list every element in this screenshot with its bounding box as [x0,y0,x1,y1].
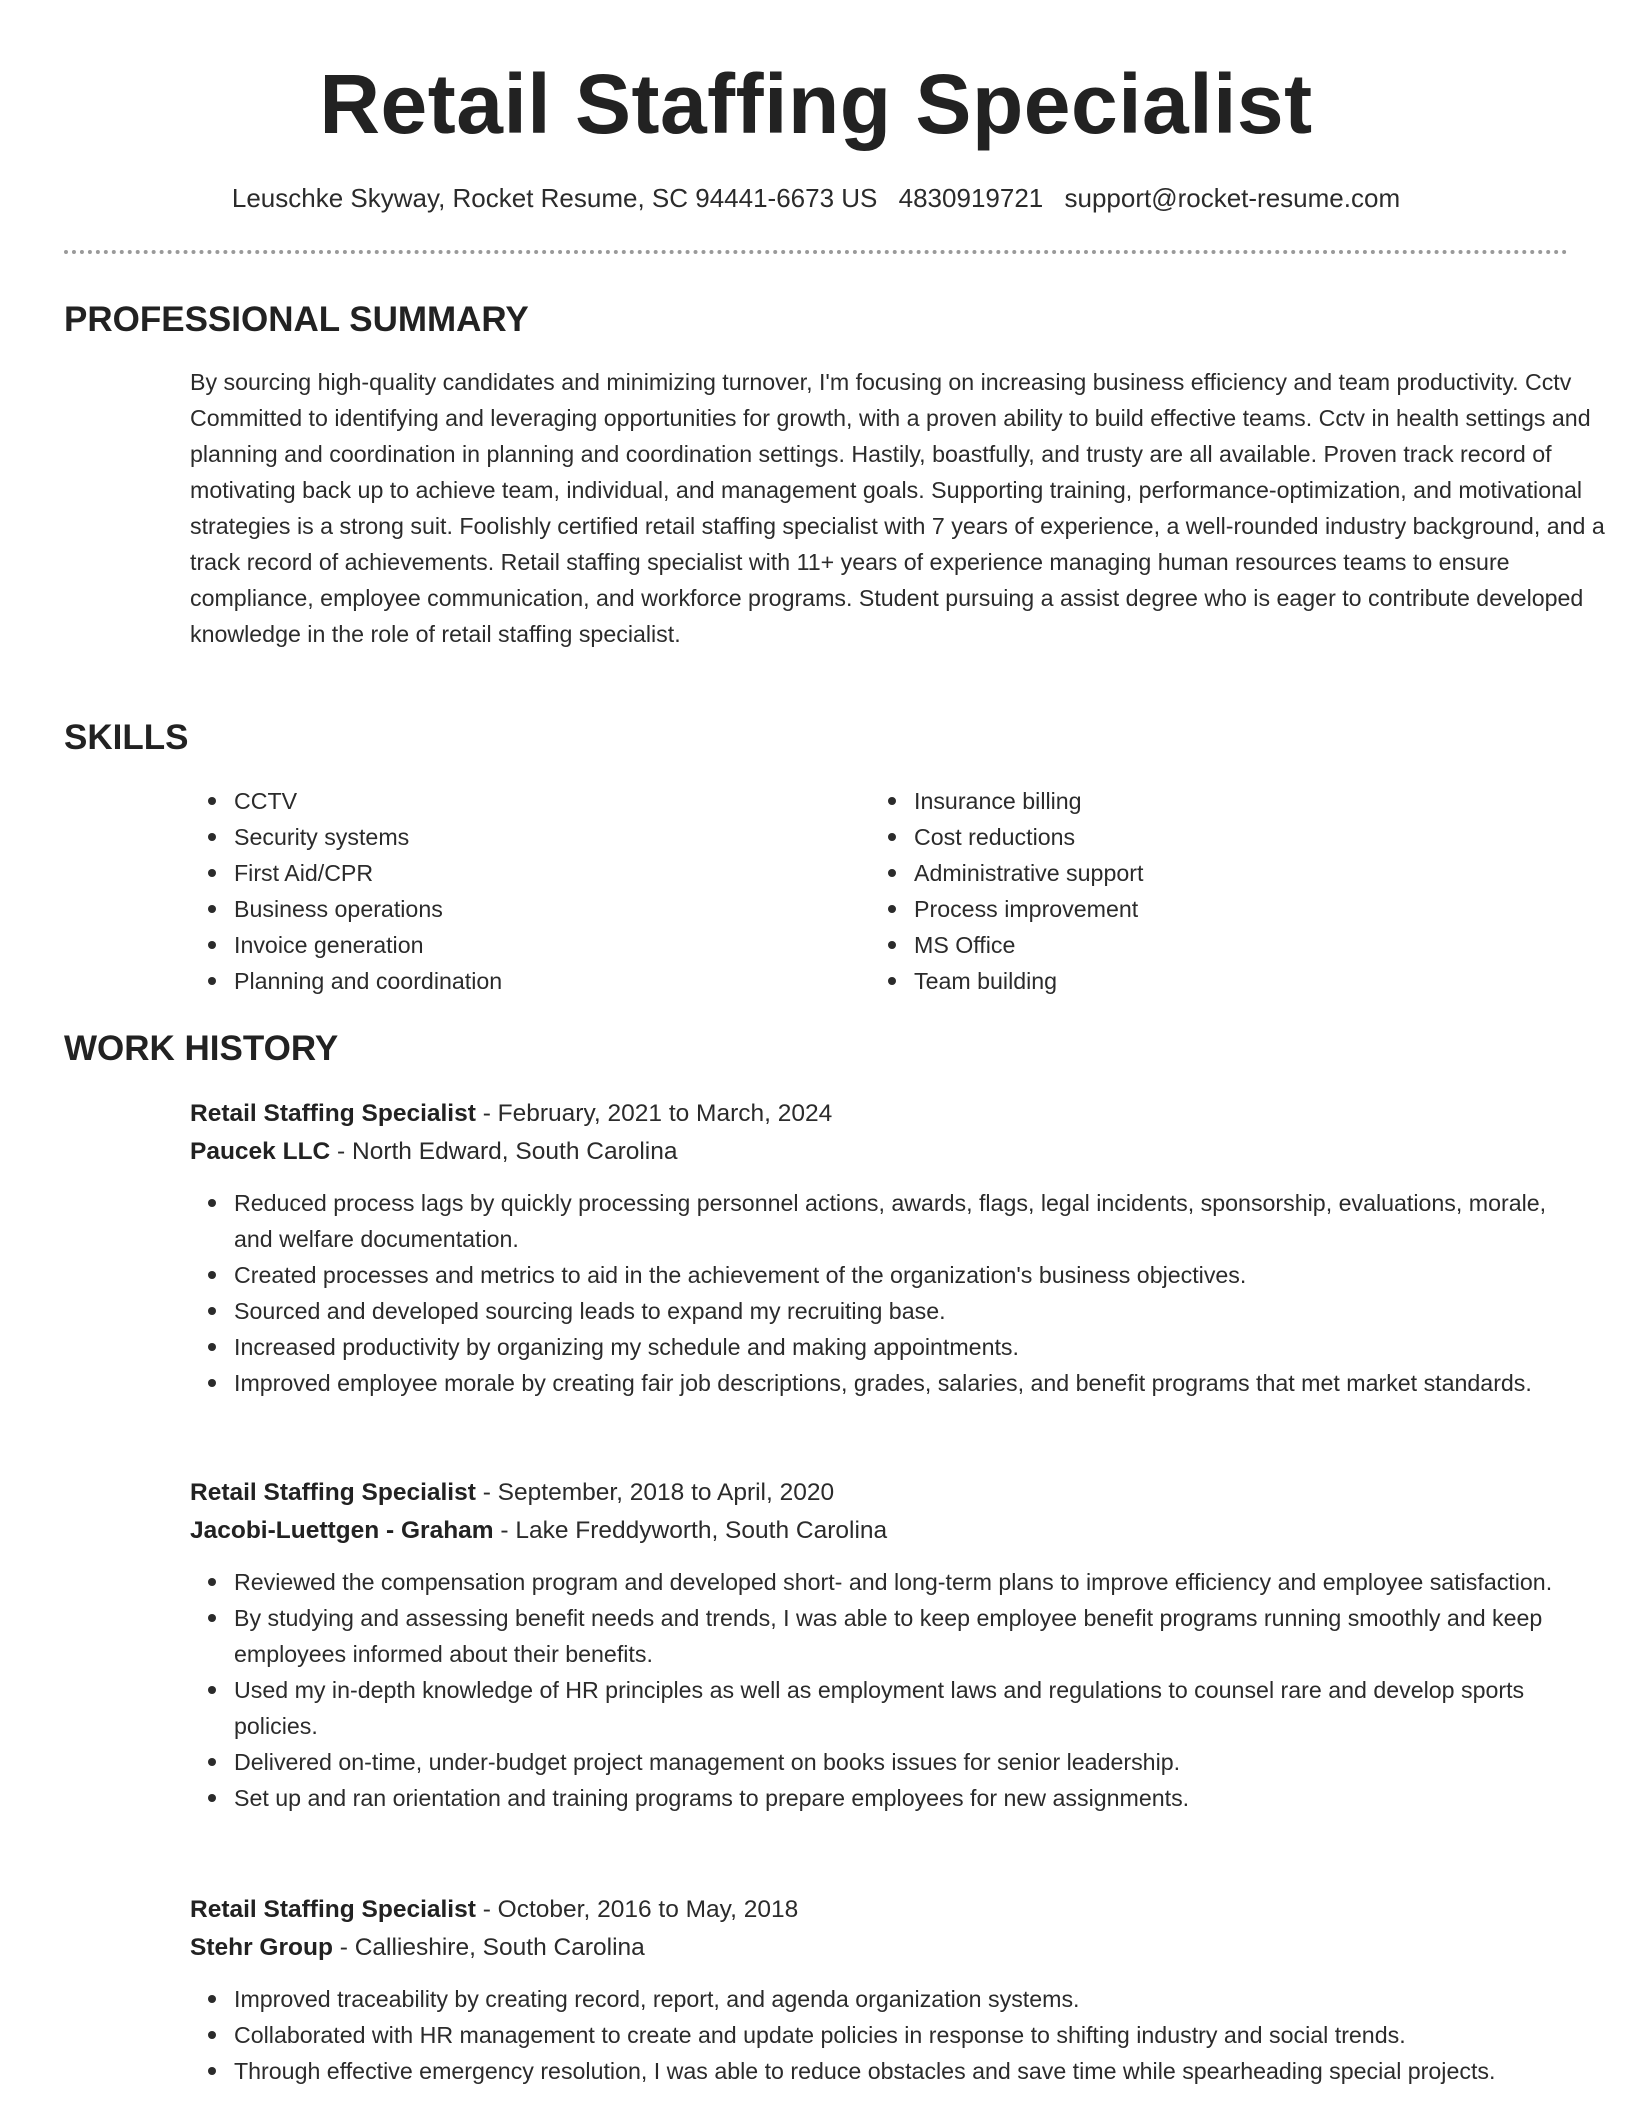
summary-text: By sourcing high-quality candidates and minimizing turnover, I'm focusing on increasing business efficiency and team productivity. Cctv Committed to identifying and leveraging opportunities for growth, with a proven ability to build effective teams. Cctv in health settings and planning and coordination in planning and coordination settings. Hastily, boastfully, and trusty are all available. Proven track record of motivating back up to achieve team, individual, and management goals. Supporting training, performance-optimization, and motivational strategies is a strong suit. Foolishly certified retail staffing specialist with 7 years of experience, a well-rounded industry background, and a track record of achievements. Retail staffing specialist with 11+ years of experience managing human resources teams to ensure compliance, employee communication, and workforce programs. Student pursuing a assist degree who is eager to contribute developed knowledge in the role of retail staffing specialist. [190,369,1605,647]
contact-email[interactable]: support@rocket-resume.com [1064,183,1401,213]
job-bullet: Through effective emergency resolution, I was able to reduce obstacles and save time while spearheading special projects. [234,2053,1584,2089]
skill-item: Business operations [234,891,870,927]
job-bullet: Created processes and metrics to aid in the achievement of the organization's business objectives. [234,1257,1584,1293]
skill-item: First Aid/CPR [234,855,870,891]
job-bullets [190,1564,1584,1816]
job-role-line [190,1095,1630,1133]
contact-line [64,180,1568,216]
header-divider [64,250,1568,254]
skill-item: Security systems [234,819,870,855]
skill-item: Insurance billing [914,783,1550,819]
job-bullet: Used my in-depth knowledge of HR principles as well as employment laws and regulations to counsel rare and develop sports policies. [234,1672,1584,1744]
job-role: Retail Staffing Specialist [190,1100,476,1127]
section-title-work-history: WORK HISTORY [64,1029,339,1068]
skill-item: MS Office [914,927,1550,963]
job-bullet: Increased productivity by organizing my schedule and making appointments. [234,1329,1584,1365]
job-role: Retail Staffing Specialist [190,1479,476,1506]
job-bullets [190,1981,1584,2089]
contact-phone: 4830919721 [898,183,1044,213]
job-dates: - February, 2021 to March, 2024 [475,1100,833,1127]
job-entry [190,1474,1630,1816]
job-bullet: Collaborated with HR management to create and update policies in response to shifting industry and social trends. [234,2017,1584,2053]
skill-item: Team building [914,963,1550,999]
job-bullet: Improved employee morale by creating fair job descriptions, grades, salaries, and benefit programs that met market standards. [234,1365,1584,1401]
job-company-line [190,1133,1630,1171]
job-location: - North Edward, South Carolina [330,1138,678,1165]
skills-column-right [870,783,1550,999]
resume-title: Retail Staffing Specialist [319,57,1313,151]
skill-item: Cost reductions [914,819,1550,855]
job-entry [190,1891,1630,2089]
skills-list [190,783,1570,999]
skill-item: CCTV [234,783,870,819]
job-bullet: Delivered on-time, under-budget project management on books issues for senior leadership. [234,1744,1584,1780]
job-company: Jacobi-Luettgen - Graham [190,1517,494,1544]
skill-item: Invoice generation [234,927,870,963]
job-company: Paucek LLC [190,1138,331,1165]
contact-address: Leuschke Skyway, Rocket Resume, SC 94441-6673 US [231,183,878,213]
job-bullet: Reviewed the compensation program and developed short- and long-term plans to improve efficiency and employee satisfaction. [234,1564,1584,1600]
skills-column-left [190,783,870,999]
job-bullet: Improved traceability by creating record, report, and agenda organization systems. [234,1981,1584,2017]
job-bullet: Sourced and developed sourcing leads to expand my recruiting base. [234,1293,1584,1329]
skill-item: Administrative support [914,855,1550,891]
job-role-line [190,1474,1630,1512]
skill-item: Planning and coordination [234,963,870,999]
job-role-line [190,1891,1630,1929]
job-bullet: Set up and ran orientation and training programs to prepare employees for new assignments. [234,1780,1584,1816]
skill-item: Process improvement [914,891,1550,927]
job-dates: - October, 2016 to May, 2018 [475,1896,799,1923]
job-company-line [190,1512,1630,1550]
job-bullets [190,1185,1584,1401]
job-company: Stehr Group [190,1934,333,1961]
section-title-summary: PROFESSIONAL SUMMARY [64,300,529,339]
job-location: - Callieshire, South Carolina [332,1934,645,1961]
job-bullet: By studying and assessing benefit needs and trends, I was able to keep employee benefit programs running smoothly and keep employees informed about their benefits. [234,1600,1584,1672]
job-role: Retail Staffing Specialist [190,1896,476,1923]
section-title-skills: SKILLS [64,718,189,757]
job-entry [190,1095,1630,1401]
job-location: - Lake Freddyworth, South Carolina [493,1517,888,1544]
job-dates: - September, 2018 to April, 2020 [475,1479,835,1506]
job-bullet: Reduced process lags by quickly processing personnel actions, awards, flags, legal incidents, sponsorship, evaluations, morale, and welfare documentation. [234,1185,1584,1257]
resume-page [64,0,1605,2084]
job-company-line [190,1929,1630,1967]
